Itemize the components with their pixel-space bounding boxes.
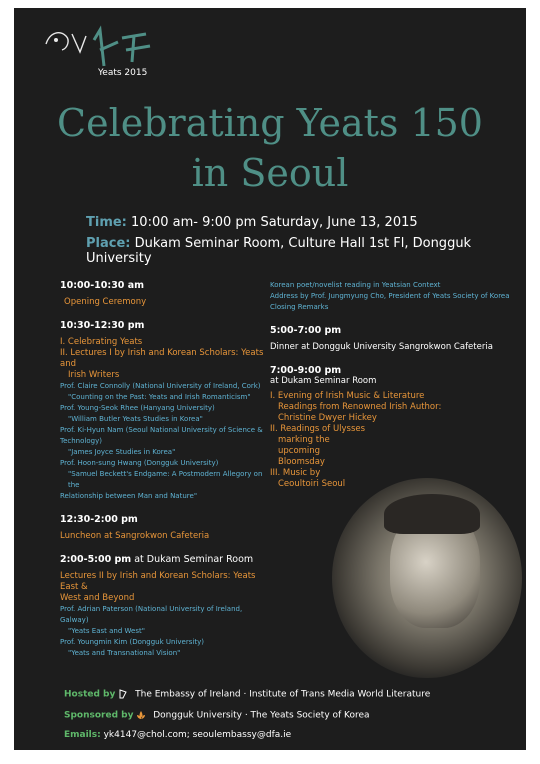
talk-title: "Yeats East and West" <box>68 627 145 635</box>
session-item: upcoming <box>278 446 321 456</box>
speaker: Technology) <box>60 437 102 445</box>
program-right-column <box>270 280 518 490</box>
logo-year: Yeats 2015 <box>98 68 148 78</box>
talk-title: "Samuel Beckett's Endgame: A Postmodern Allegory on the <box>68 470 263 489</box>
speaker-list <box>60 604 270 659</box>
emails-value: yk4147@chol.com; seoulembassy@dfa.ie <box>103 730 292 740</box>
session-item: Bloomsday <box>278 457 325 467</box>
session-time: 12:30-2:00 pm <box>60 514 138 525</box>
talk-title: "Counting on the Past: Yeats and Irish Romanticism" <box>68 393 251 401</box>
session-time: 10:00-10:30 am <box>60 280 145 291</box>
speaker: Prof. Hoon-sung Hwang (Dongguk University) <box>60 459 219 467</box>
session-item: I. Celebrating Yeats <box>60 337 143 347</box>
title-line-1: Celebrating Yeats 150 <box>57 101 483 145</box>
place-label: Place: <box>86 236 131 251</box>
sponsored-label: Sponsored by <box>64 710 134 721</box>
lotus-icon <box>136 710 146 720</box>
session-items <box>270 391 518 490</box>
session-item: Christine Dwyer Hickey <box>278 413 377 423</box>
session-item: II. Readings of Ulysses <box>270 424 366 434</box>
talk-title: "William Butler Yeats Studies in Korea" <box>68 415 203 423</box>
session-item: II. Lectures I by Irish and Korean Scholars: Yeats and <box>60 348 264 369</box>
program-item: Address by Prof. Jungmyung Cho, President of Yeats Society of Korea <box>270 292 510 300</box>
portrait-hair <box>384 494 480 534</box>
session-item: I. Evening of Irish Music & Literature <box>270 391 425 401</box>
session-items <box>60 337 270 381</box>
speaker: Prof. Ki-Hyun Nam (Seoul National University of Science & <box>60 426 263 434</box>
place-line <box>86 236 526 266</box>
speaker-list <box>60 381 270 502</box>
session-item: Opening Ceremony <box>64 297 147 307</box>
speaker: Prof. Youngmin Kim (Dongguk University) <box>60 638 204 646</box>
talk-title: "Yeats and Transnational Vision" <box>68 649 181 657</box>
hosted-line <box>64 689 430 700</box>
session-item: Irish Writers <box>68 370 120 380</box>
hosted-label: Hosted by <box>64 689 116 700</box>
session-item: Ceoultoiri Seoul <box>278 479 346 489</box>
session-item: Lectures II by Irish and Korean Scholars: Yeats East & <box>60 571 256 592</box>
session-item: III. Music by <box>270 468 321 478</box>
talk-title: Relationship between Man and Nature" <box>60 492 198 500</box>
session-time: 2:00-5:00 pm <box>60 554 132 565</box>
program-item: Closing Remarks <box>270 303 329 311</box>
talk-title: "James Joyce Studies in Korea" <box>68 448 176 456</box>
poster <box>14 8 526 750</box>
session-place: at Dukam Seminar Room <box>270 376 377 386</box>
sponsored-value: Dongguk University · The Yeats Society of Korea <box>153 710 370 721</box>
session-place: at Dukam Seminar Room <box>131 554 254 565</box>
harp-icon <box>118 689 128 699</box>
program-left-column <box>60 280 270 659</box>
emails-line <box>64 730 291 740</box>
sponsored-line <box>64 710 370 721</box>
session-item: Dinner at Dongguk University Sangrokwon Cafeteria <box>270 342 493 352</box>
program-item: Korean poet/novelist reading in Yeatsian Context <box>270 281 441 289</box>
speaker: Prof. Adrian Paterson (National University of Ireland, Galway) <box>60 605 243 624</box>
session-items <box>60 571 270 604</box>
speaker: Prof. Claire Connolly (National University of Ireland, Cork) <box>60 382 261 390</box>
session-item: marking the <box>278 435 330 445</box>
time-value: 10:00 am- 9:00 pm Saturday, June 13, 2015 <box>131 215 418 230</box>
speaker: Prof. Young-Seok Rhee (Hanyang University) <box>60 404 215 412</box>
session-item: West and Beyond <box>60 593 135 603</box>
title-line-2: in Seoul <box>191 151 349 195</box>
session-time: 5:00-7:00 pm <box>270 325 342 336</box>
session-time: 7:00-9:00 pm <box>270 365 342 376</box>
emails-label: Emails: <box>64 730 101 740</box>
session-time: 10:30-12:30 pm <box>60 320 145 331</box>
session-heading <box>60 554 270 565</box>
place-value: Dukam Seminar Room, Culture Hall 1st Fl, Dongguk University <box>86 236 472 266</box>
session-item: Luncheon at Sangrokwon Cafeteria <box>60 531 210 541</box>
time-line <box>86 215 418 230</box>
hosted-value: The Embassy of Ireland · Institute of Trans Media World Literature <box>135 689 431 700</box>
session-item: Readings from Renowned Irish Author: <box>278 402 442 412</box>
time-label: Time: <box>86 215 127 230</box>
